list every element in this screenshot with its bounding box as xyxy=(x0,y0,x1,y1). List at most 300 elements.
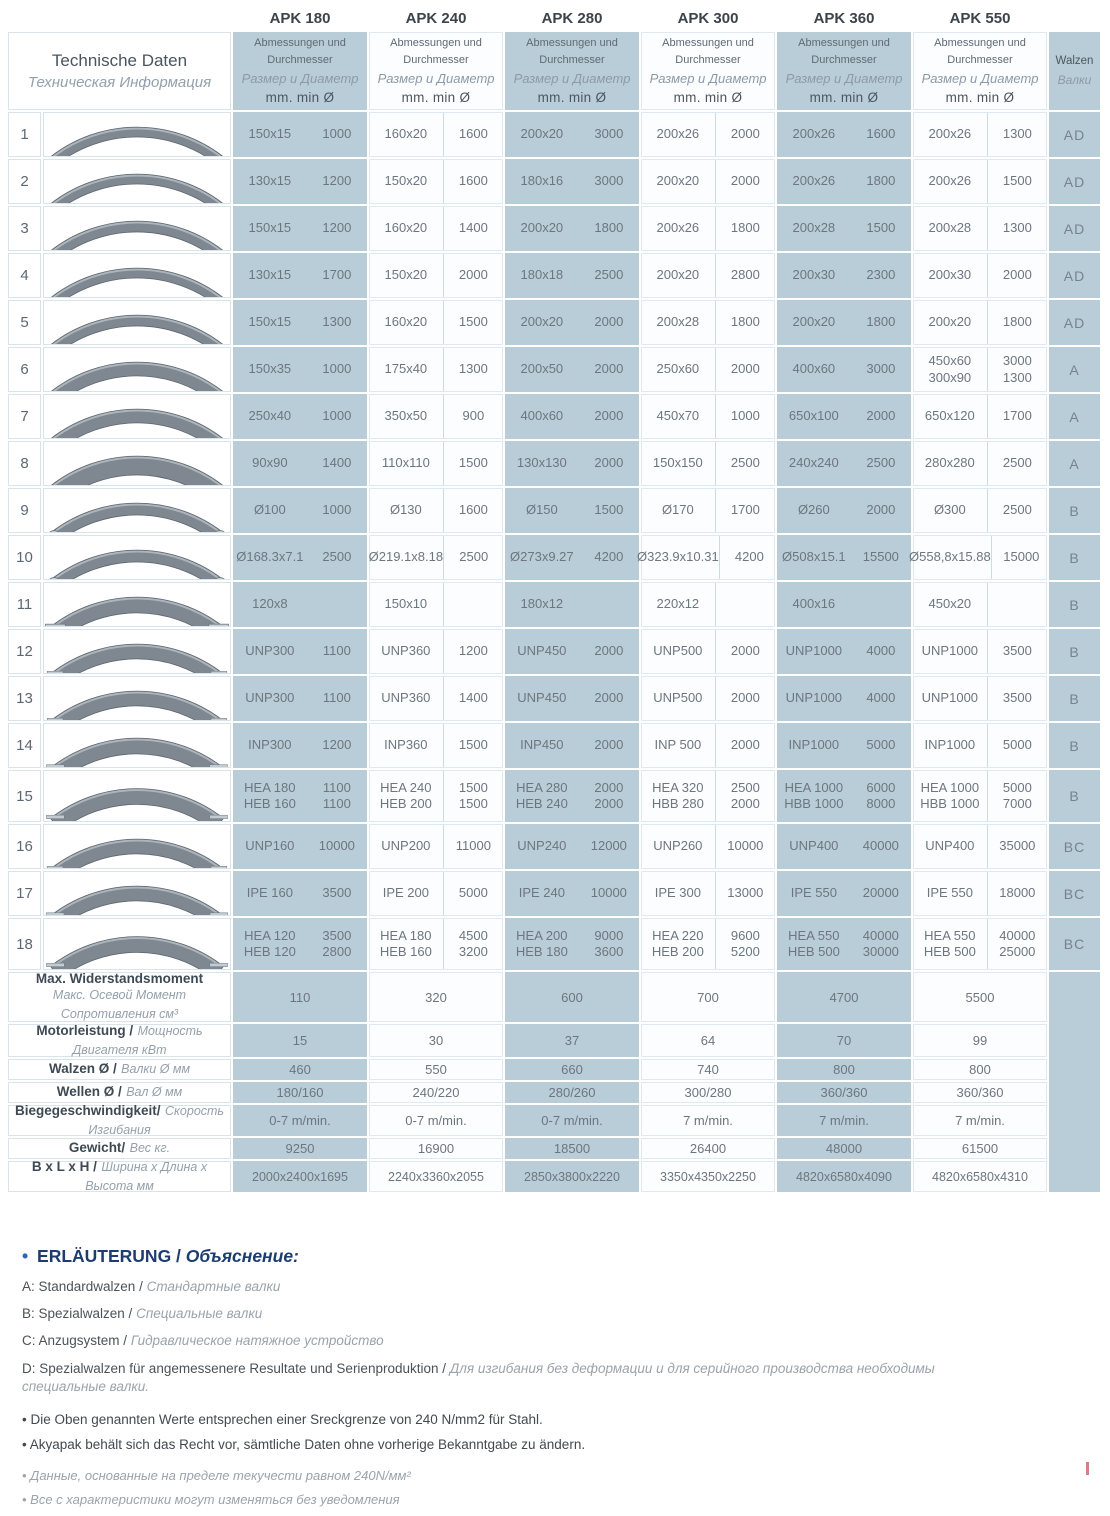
legend-item-de: C: Anzugsystem / xyxy=(22,1333,128,1349)
spec-value-cell: 0-7 m/min. xyxy=(369,1105,503,1136)
spec-label-ru: Макс. Осевой Момент Сопротивления см³ xyxy=(52,988,187,1021)
angle-profile-icon xyxy=(45,113,229,156)
dimension-value: UNP240 xyxy=(517,838,567,854)
min-diameter-value: 1600 xyxy=(443,489,503,532)
min-diameter-value: 5000 xyxy=(987,724,1047,767)
spec-cell-apk-300 xyxy=(641,629,775,674)
min-diameter-value: 1500 xyxy=(443,301,503,344)
spec-cell-apk-550 xyxy=(913,871,1047,916)
dimension-value: 200x20 xyxy=(792,314,836,330)
table-row-5 xyxy=(8,300,1100,345)
min-diameter-value: 2300 xyxy=(866,267,896,283)
dimension-value: Ø260 xyxy=(797,502,830,518)
spec-cell-apk-280 xyxy=(505,300,639,345)
min-diameter-value: 4200 xyxy=(719,536,779,579)
spec-cell-apk-300 xyxy=(641,770,775,822)
column-header-apk-180 xyxy=(233,32,367,110)
profile-image xyxy=(43,918,231,970)
spec-cell-apk-280 xyxy=(505,159,639,204)
dimension-value: UNP360 xyxy=(381,643,431,659)
spec-cell-apk-180 xyxy=(233,394,367,439)
row-number: 3 xyxy=(8,206,41,251)
dimension-value: 200x20 xyxy=(656,173,700,189)
dimension-value: UNP160 xyxy=(245,838,295,854)
dimension-value: 130x130 xyxy=(516,455,567,471)
spec-cell-apk-240 xyxy=(369,394,503,439)
dimension-value: UNP260 xyxy=(653,838,703,854)
spec-label-de: B x L x H / xyxy=(31,1159,97,1175)
min-diameter-value: 15500 xyxy=(862,549,899,565)
machine-spec-row xyxy=(8,1138,1100,1159)
spec-cell-apk-550 xyxy=(913,582,1047,627)
spec-cell-apk-550 xyxy=(913,723,1047,768)
min-diameter-value: 1000 xyxy=(322,408,352,424)
spec-cell-apk-300 xyxy=(641,112,775,157)
spec-cell-apk-240 xyxy=(369,300,503,345)
dimension-value: 200x20 xyxy=(928,314,972,330)
min-diameter-value xyxy=(715,583,775,626)
min-diameter-value: 2000 xyxy=(443,254,503,297)
column-header-apk-550 xyxy=(913,32,1047,110)
table-row-8 xyxy=(8,441,1100,486)
min-diameter-value: 2000 xyxy=(594,690,624,706)
spec-cell-apk-240 xyxy=(369,347,503,392)
spec-value-cell: 700 xyxy=(641,972,775,1022)
spec-cell-apk-280 xyxy=(505,112,639,157)
spec-cell-apk-280 xyxy=(505,770,639,822)
min-diameter-value: 2000 2000 xyxy=(594,779,624,811)
spec-cell-apk-240 xyxy=(369,824,503,869)
dimension-value: HEA 180 HEB 160 xyxy=(243,779,296,811)
row-number: 6 xyxy=(8,347,41,392)
legend-item-ru: Гидравлическое натяжное устройство xyxy=(130,1333,384,1349)
dimension-value: HEA 280 HEB 240 xyxy=(515,779,568,811)
spec-value-cell: 37 xyxy=(505,1024,639,1057)
dimension-value: HEA 1000 HBB 1000 xyxy=(920,779,980,811)
min-diameter-value: 10000 xyxy=(590,885,627,901)
dimension-value: 200x20 xyxy=(520,314,564,330)
row-number: 2 xyxy=(8,159,41,204)
profile-image xyxy=(43,629,231,674)
row-number: 12 xyxy=(8,629,41,674)
min-diameter-value: 3000 xyxy=(594,126,624,142)
table-row-13 xyxy=(8,676,1100,721)
spec-cell-apk-360 xyxy=(777,629,911,674)
profile-image xyxy=(43,441,231,486)
min-diameter-value: 6000 8000 xyxy=(866,779,896,811)
min-diameter-value: 10000 xyxy=(318,838,355,854)
table-body xyxy=(8,112,1100,970)
min-diameter-value: 2000 xyxy=(715,113,775,156)
spec-value-cell: 9250 xyxy=(233,1138,367,1159)
spec-cell-apk-300 xyxy=(641,300,775,345)
spec-cell-apk-240 xyxy=(369,770,503,822)
header-units: mm. min Ø xyxy=(265,89,335,105)
spec-cell-apk-180 xyxy=(233,253,367,298)
profile-image xyxy=(43,535,231,580)
min-diameter-value: 1800 xyxy=(594,220,624,236)
dimension-value: HEA 320 HBB 280 xyxy=(651,779,704,811)
spec-cell-apk-360 xyxy=(777,441,911,486)
spec-value-cell: 600 xyxy=(505,972,639,1022)
spec-cell-apk-300 xyxy=(641,253,775,298)
technical-data-table xyxy=(8,6,1100,1192)
spec-label-ru: Ширина х Длина х Высота мм xyxy=(85,1160,208,1193)
flat-bar-icon xyxy=(45,348,229,391)
min-diameter-value: 5000 7000 xyxy=(987,771,1047,821)
min-diameter-value: 1100 xyxy=(322,690,351,706)
walzen-class-cell: A xyxy=(1049,441,1100,486)
dimension-value: 110x110 xyxy=(381,455,430,471)
walzen-class-cell: B xyxy=(1049,676,1100,721)
spec-cell-apk-280 xyxy=(505,394,639,439)
min-diameter-value: 2500 xyxy=(594,267,624,283)
min-diameter-value: 2000 xyxy=(594,455,624,471)
min-diameter-value: 1600 xyxy=(443,113,503,156)
spec-cell-apk-280 xyxy=(505,582,639,627)
spec-cell-apk-360 xyxy=(777,159,911,204)
dimension-value: INP360 xyxy=(384,737,428,753)
machine-spec-row xyxy=(8,1105,1100,1136)
dimension-value: Ø170 xyxy=(661,502,694,518)
header-units: mm. min Ø xyxy=(809,89,879,105)
spec-cell-apk-300 xyxy=(641,394,775,439)
dimension-value: 180x16 xyxy=(520,173,564,189)
row-number: 17 xyxy=(8,871,41,916)
dimension-value: 200x26 xyxy=(928,126,972,142)
header-sub-ru: Размер и Диаметр xyxy=(241,71,359,87)
spec-cell-apk-360 xyxy=(777,918,911,970)
spec-value-cell: 460 xyxy=(233,1059,367,1080)
angle-profile-icon xyxy=(45,254,229,297)
spec-cell-apk-240 xyxy=(369,441,503,486)
walzen-class-cell: AD xyxy=(1049,112,1100,157)
header-sub-de: Abmessungen und xyxy=(526,36,618,49)
machine-spec-row xyxy=(8,1161,1100,1192)
spec-cell-apk-360 xyxy=(777,206,911,251)
dimension-value: Ø168.3x7.1 xyxy=(236,549,304,565)
dimension-value: 180x18 xyxy=(520,267,564,283)
header-sub-ru: Размер и Диаметр xyxy=(649,71,767,87)
spec-value-cell: 30 xyxy=(369,1024,503,1057)
spec-cell-apk-280 xyxy=(505,253,639,298)
dimension-value: 450x60 300x90 xyxy=(928,353,972,385)
min-diameter-value: 1100 1100 xyxy=(322,779,351,811)
spec-value-cell: 180/160 xyxy=(233,1082,367,1103)
dimension-value: HEA 200 HEB 180 xyxy=(515,927,568,959)
spec-cell-apk-550 xyxy=(913,676,1047,721)
spec-value-cell: 7 m/min. xyxy=(913,1105,1047,1136)
header-sub-de2: Durchmesser xyxy=(811,54,877,67)
header-sub-de2: Durchmesser xyxy=(267,54,333,67)
column-title-apk-300: APK 300 xyxy=(677,9,739,27)
dimension-value: HEA 1000 HBB 1000 xyxy=(784,779,844,811)
min-diameter-value: 1300 xyxy=(443,348,503,391)
min-diameter-value: 1800 xyxy=(715,207,775,250)
dimension-value: HEA 120 HEB 120 xyxy=(243,927,296,959)
spec-cell-apk-550 xyxy=(913,770,1047,822)
spec-cell-apk-280 xyxy=(505,535,639,580)
legend-title-ru: Объяснение: xyxy=(185,1246,299,1266)
min-diameter-value: 1500 xyxy=(443,442,503,485)
table-row-12 xyxy=(8,629,1100,674)
dimension-value: 250x60 xyxy=(656,361,700,377)
min-diameter-value: 4200 xyxy=(594,549,624,565)
spec-value-cell: 0-7 m/min. xyxy=(505,1105,639,1136)
spec-cell-apk-300 xyxy=(641,871,775,916)
dimension-value: 450x70 xyxy=(656,408,700,424)
i-beam-icon xyxy=(45,724,229,767)
legend-item xyxy=(22,1360,972,1396)
column-title-apk-180: APK 180 xyxy=(269,9,331,27)
min-diameter-value: 2500 xyxy=(715,442,775,485)
min-diameter-value: 1200 xyxy=(322,220,352,236)
spec-value-cell: 550 xyxy=(369,1059,503,1080)
dimension-value: IPE 200 xyxy=(382,885,429,901)
min-diameter-value: 2500 xyxy=(866,455,896,471)
machine-titles-row xyxy=(8,6,1100,30)
channel-profile-icon xyxy=(45,630,229,673)
dimension-value: 200x26 xyxy=(792,173,836,189)
min-diameter-value: 3500 xyxy=(987,630,1047,673)
min-diameter-value: 40000 25000 xyxy=(987,919,1047,969)
walzen-class-cell: B xyxy=(1049,770,1100,822)
min-diameter-value: 2500 xyxy=(987,442,1047,485)
spec-value-cell: 26400 xyxy=(641,1138,775,1159)
spec-label-ru: Скорость Изгибания xyxy=(88,1104,225,1137)
header-sub-de: Abmessungen und xyxy=(254,36,346,49)
dimension-value: INP1000 xyxy=(788,737,840,753)
dimension-value: Ø219.1x8.18 xyxy=(368,549,444,565)
walzen-class-cell: A xyxy=(1049,347,1100,392)
spec-cell-apk-280 xyxy=(505,918,639,970)
spec-cell-apk-300 xyxy=(641,159,775,204)
legend-item xyxy=(22,1278,972,1296)
min-diameter-value: 2500 xyxy=(322,549,352,565)
min-diameter-value: 2000 xyxy=(866,502,896,518)
spec-value-cell: 5500 xyxy=(913,972,1047,1022)
min-diameter-value: 1400 xyxy=(443,207,503,250)
machine-spec-row xyxy=(8,1082,1100,1103)
tee-profile-icon xyxy=(45,207,229,250)
row-number: 13 xyxy=(8,676,41,721)
row-number: 7 xyxy=(8,394,41,439)
dimension-value: 90x90 xyxy=(252,455,288,471)
min-diameter-value: 1100 xyxy=(322,643,351,659)
spec-cell-apk-180 xyxy=(233,441,367,486)
legend-item-ru: Специальные валки xyxy=(136,1306,263,1322)
spec-cell-apk-240 xyxy=(369,871,503,916)
walzen-spacer xyxy=(1049,6,1100,30)
min-diameter-value: 1200 xyxy=(322,173,352,189)
min-diameter-value: 11000 xyxy=(443,825,503,868)
min-diameter-value: 12000 xyxy=(590,838,627,854)
header-sub-de: Abmessungen und xyxy=(798,36,890,49)
row-number: 11 xyxy=(8,582,41,627)
dimension-value: UNP300 xyxy=(245,690,295,706)
spec-cell-apk-180 xyxy=(233,300,367,345)
min-diameter-value: 2500 2000 xyxy=(715,771,775,821)
spec-cell-apk-360 xyxy=(777,582,911,627)
spec-value-cell: 64 xyxy=(641,1024,775,1057)
dimension-value: Ø300 xyxy=(933,502,966,518)
dimension-value: UNP500 xyxy=(653,643,703,659)
dimension-value: 200x26 xyxy=(928,173,972,189)
spec-label-de: Walzen Ø / xyxy=(48,1061,117,1077)
min-diameter-value: 2800 xyxy=(715,254,775,297)
column-header-apk-300 xyxy=(641,32,775,110)
spec-cell-apk-360 xyxy=(777,112,911,157)
dimension-value: HEA 220 HEB 200 xyxy=(651,927,704,959)
legend-item-ru: Стандартные валки xyxy=(146,1279,281,1294)
spec-value-cell: 2850x3800x2220 xyxy=(505,1161,639,1192)
walzen-column-strip xyxy=(1049,972,1100,1192)
min-diameter-value: 2000 xyxy=(715,348,775,391)
header-sub-ru: Размер и Диаметр xyxy=(785,71,903,87)
spec-label-ru: Вес кг. xyxy=(129,1141,171,1156)
min-diameter-value: 9600 5200 xyxy=(715,919,775,969)
min-diameter-value xyxy=(443,583,503,626)
min-diameter-value: 2000 xyxy=(715,677,775,720)
dimension-value: 240x240 xyxy=(788,455,839,471)
min-diameter-value: 1500 xyxy=(866,220,896,236)
walzen-class-cell: AD xyxy=(1049,300,1100,345)
dimension-value: 650x100 xyxy=(788,408,839,424)
min-diameter-value: 18000 xyxy=(987,872,1047,915)
min-diameter-value: 1500 xyxy=(594,502,624,518)
column-header-apk-280 xyxy=(505,32,639,110)
h-beam-icon xyxy=(45,919,229,969)
dimension-value: 175x40 xyxy=(384,361,428,377)
dimension-value: 150x15 xyxy=(248,314,292,330)
spec-cell-apk-360 xyxy=(777,253,911,298)
spec-value-cell: 4700 xyxy=(777,972,911,1022)
min-diameter-value: 1300 xyxy=(322,314,352,330)
profile-image xyxy=(43,824,231,869)
legend-title-de: ERLÄUTERUNG / xyxy=(37,1246,181,1266)
spec-cell-apk-240 xyxy=(369,253,503,298)
header-sub-de2: Durchmesser xyxy=(675,54,741,67)
min-diameter-value: 15000 xyxy=(991,536,1051,579)
dimension-value: INP300 xyxy=(248,737,292,753)
dimension-value: 400x60 xyxy=(792,361,836,377)
spec-cell-apk-280 xyxy=(505,629,639,674)
min-diameter-value: 3000 xyxy=(866,361,896,377)
legend-title xyxy=(22,1246,972,1267)
spec-value-cell: 0-7 m/min. xyxy=(233,1105,367,1136)
spec-cell-apk-300 xyxy=(641,824,775,869)
min-diameter-value: 35000 xyxy=(987,825,1047,868)
spec-cell-apk-280 xyxy=(505,347,639,392)
min-diameter-value xyxy=(307,583,367,626)
notes-russian xyxy=(22,1468,972,1507)
dimension-value: 150x20 xyxy=(384,267,428,283)
spec-cell-apk-180 xyxy=(233,676,367,721)
spec-cell-apk-550 xyxy=(913,629,1047,674)
min-diameter-value xyxy=(851,583,911,626)
min-diameter-value: 1800 xyxy=(715,301,775,344)
spec-cell-apk-550 xyxy=(913,918,1047,970)
spec-cell-apk-180 xyxy=(233,112,367,157)
spec-value-cell: 16900 xyxy=(369,1138,503,1159)
dimension-value: Ø558,8x15.88 xyxy=(909,549,991,565)
spec-cell-apk-180 xyxy=(233,723,367,768)
spec-label-ru: Мощность Двигателя кВт xyxy=(72,1024,203,1057)
dimension-value: Ø273x9.27 xyxy=(510,549,574,565)
spec-value-cell: 320 xyxy=(369,972,503,1022)
header-sub-de2: Durchmesser xyxy=(539,54,605,67)
corner-spacer xyxy=(8,6,231,30)
table-row-9 xyxy=(8,488,1100,533)
dimension-value: INP450 xyxy=(520,737,564,753)
dimension-value: UNP450 xyxy=(517,690,567,706)
profile-image xyxy=(43,347,231,392)
spec-cell-apk-550 xyxy=(913,206,1047,251)
table-row-7 xyxy=(8,394,1100,439)
header-sub-ru: Размер и Диаметр xyxy=(513,71,631,87)
min-diameter-value: 5000 xyxy=(866,737,896,753)
spec-cell-apk-180 xyxy=(233,535,367,580)
min-diameter-value xyxy=(579,583,639,626)
dimension-value: 150x10 xyxy=(384,596,428,612)
min-diameter-value: 2500 xyxy=(987,489,1047,532)
walzen-class-cell: BC xyxy=(1049,824,1100,869)
column-title-apk-280: APK 280 xyxy=(541,9,603,27)
spec-value-cell: 740 xyxy=(641,1059,775,1080)
spec-value-cell: 2240x3360x2055 xyxy=(369,1161,503,1192)
notes-german xyxy=(22,1412,972,1452)
spec-cell-apk-180 xyxy=(233,824,367,869)
min-diameter-value: 4500 3200 xyxy=(443,919,503,969)
min-diameter-value: 1300 xyxy=(987,207,1047,250)
min-diameter-value: 1500 xyxy=(443,724,503,767)
spec-cell-apk-280 xyxy=(505,676,639,721)
table-row-4 xyxy=(8,253,1100,298)
ipe-beam-icon xyxy=(45,872,229,915)
min-diameter-value: 1000 xyxy=(715,395,775,438)
table-row-16 xyxy=(8,824,1100,869)
bullet-icon: • xyxy=(22,1246,29,1266)
dimension-value: 200x30 xyxy=(928,267,972,283)
min-diameter-value: 9000 3600 xyxy=(594,927,624,959)
spec-cell-apk-300 xyxy=(641,347,775,392)
profile-image xyxy=(43,770,231,822)
dimension-value: 450x20 xyxy=(928,596,972,612)
header-sub-ru: Размер и Диаметр xyxy=(921,71,1039,87)
dimension-value: INP1000 xyxy=(924,737,976,753)
spec-row-label xyxy=(8,1138,231,1159)
profile-image xyxy=(43,488,231,533)
min-diameter-value: 1200 xyxy=(322,737,352,753)
spec-row-label xyxy=(8,1161,231,1192)
spec-cell-apk-360 xyxy=(777,394,911,439)
dimension-value: 180x12 xyxy=(520,596,564,612)
row-number: 9 xyxy=(8,488,41,533)
spec-cell-apk-550 xyxy=(913,488,1047,533)
dimension-value: Ø130 xyxy=(389,502,422,518)
spec-cell-apk-360 xyxy=(777,347,911,392)
spec-value-cell: 4820x6580x4090 xyxy=(777,1161,911,1192)
spec-value-cell: 660 xyxy=(505,1059,639,1080)
spec-cell-apk-180 xyxy=(233,159,367,204)
dimension-value: UNP360 xyxy=(381,690,431,706)
dimension-value: 130x15 xyxy=(248,267,292,283)
min-diameter-value: 1400 xyxy=(443,677,503,720)
dimension-value: HEA 180 HEB 160 xyxy=(379,927,432,959)
profile-image xyxy=(43,300,231,345)
header-sub-de2: Durchmesser xyxy=(947,54,1013,67)
min-diameter-value: 4000 xyxy=(866,643,896,659)
